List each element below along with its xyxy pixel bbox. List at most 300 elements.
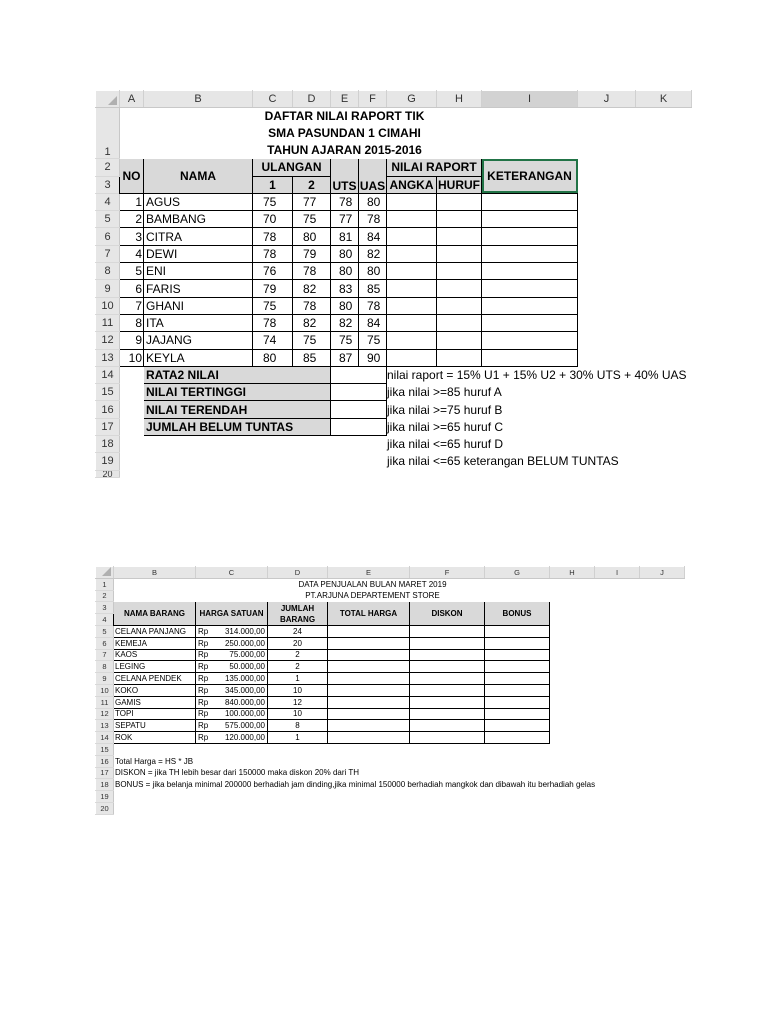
cell-bonus[interactable] [485, 732, 550, 744]
cell-huruf[interactable] [437, 349, 482, 366]
cell-empty[interactable] [550, 708, 595, 720]
row-header[interactable]: 10 [96, 684, 114, 696]
cell-no[interactable]: 1 [120, 193, 144, 210]
sheet-title[interactable]: DAFTAR NILAI RAPORT TIK [264, 109, 425, 124]
sheet-title[interactable]: DATA PENJUALAN BULAN MARET 2019 [298, 579, 447, 589]
header-diskon[interactable]: DISKON [410, 602, 485, 626]
row-header[interactable]: 12 [96, 332, 120, 349]
cell-nama[interactable]: ITA [144, 314, 253, 331]
row-header[interactable]: 11 [96, 696, 114, 708]
cell-ulangan-2[interactable]: 78 [293, 297, 331, 314]
cell-empty[interactable] [640, 732, 685, 744]
cell-empty[interactable] [640, 696, 685, 708]
cell-nama-barang[interactable]: ROK [114, 732, 196, 744]
cell-diskon[interactable] [410, 637, 485, 649]
row-header[interactable]: 7 [96, 245, 120, 262]
cell-total-harga[interactable] [328, 684, 410, 696]
header-ulangan-2[interactable]: 2 [293, 176, 331, 193]
cell-empty[interactable] [640, 637, 685, 649]
cell-no[interactable]: 9 [120, 332, 144, 349]
cell-empty[interactable] [636, 263, 692, 280]
cell-nama[interactable]: JAJANG [144, 332, 253, 349]
cell-empty[interactable] [595, 696, 640, 708]
row-header[interactable]: 11 [96, 314, 120, 331]
summary-value[interactable] [331, 366, 387, 383]
row-header[interactable]: 7 [96, 649, 114, 661]
cell-empty[interactable] [331, 453, 387, 470]
cell-empty[interactable] [120, 366, 144, 383]
cell-total-harga[interactable] [328, 720, 410, 732]
cell-uas[interactable]: 82 [359, 245, 387, 262]
cell-empty[interactable] [578, 349, 636, 366]
cell-nama-barang[interactable]: CELANA PANJANG [114, 625, 196, 637]
cell-total-harga[interactable] [328, 661, 410, 673]
cell-empty[interactable] [595, 684, 640, 696]
cell-harga-satuan[interactable] [196, 732, 268, 744]
cell-empty[interactable] [120, 418, 144, 435]
cell-no[interactable]: 8 [120, 314, 144, 331]
cell-empty[interactable] [578, 263, 636, 280]
cell-nama[interactable]: KEYLA [144, 349, 253, 366]
cell-nama[interactable]: BAMBANG [144, 211, 253, 228]
row-header[interactable]: 4 [96, 193, 120, 210]
cell-keterangan[interactable] [482, 297, 578, 314]
cell-huruf[interactable] [437, 332, 482, 349]
cell-diskon[interactable] [410, 720, 485, 732]
cell-keterangan[interactable] [482, 314, 578, 331]
cell-bonus[interactable] [485, 625, 550, 637]
row-header[interactable]: 14 [96, 366, 120, 383]
cell-keterangan[interactable] [482, 349, 578, 366]
cell-empty[interactable] [595, 732, 640, 744]
cell-empty[interactable] [120, 436, 144, 453]
cell-empty[interactable] [595, 720, 640, 732]
cell-angka[interactable] [387, 193, 437, 210]
row-header-2[interactable]: 2 [96, 590, 114, 602]
cell-empty[interactable] [640, 708, 685, 720]
col-header-d[interactable]: D [293, 91, 331, 108]
cell-ulangan-2[interactable]: 75 [293, 211, 331, 228]
cell-uts[interactable]: 78 [331, 193, 359, 210]
cell-keterangan[interactable] [482, 332, 578, 349]
cell-empty[interactable] [578, 314, 636, 331]
cell-bonus[interactable] [485, 661, 550, 673]
cell-empty[interactable] [595, 708, 640, 720]
row-header[interactable]: 5 [96, 625, 114, 637]
cell-ulangan-2[interactable]: 80 [293, 228, 331, 245]
cell-empty[interactable] [640, 673, 685, 685]
cell-jumlah[interactable]: 8 [268, 720, 328, 732]
cell-diskon[interactable] [410, 696, 485, 708]
cell-empty[interactable] [550, 661, 595, 673]
cell-keterangan[interactable] [482, 263, 578, 280]
cell-total-harga[interactable] [328, 625, 410, 637]
header-uas[interactable]: UAS [359, 159, 387, 194]
col-header-c[interactable]: C [253, 91, 293, 108]
cell-ulangan-1[interactable]: 76 [253, 263, 293, 280]
cell-uas[interactable]: 84 [359, 228, 387, 245]
cell-empty[interactable] [595, 673, 640, 685]
row-header[interactable]: 8 [96, 263, 120, 280]
cell-empty[interactable] [636, 349, 692, 366]
cell-empty[interactable] [114, 791, 685, 803]
cell-nama-barang[interactable]: GAMIS [114, 696, 196, 708]
summary-label[interactable]: JUMLAH BELUM TUNTAS [144, 418, 331, 435]
header-bonus[interactable]: BONUS [485, 602, 550, 626]
cell-empty[interactable] [578, 228, 636, 245]
cell-huruf[interactable] [437, 263, 482, 280]
cell-empty[interactable] [550, 625, 595, 637]
cell-diskon[interactable] [410, 684, 485, 696]
col-header-e[interactable]: E [328, 567, 410, 579]
header-harga-satuan[interactable]: HARGA SATUAN [196, 602, 268, 626]
school-name[interactable]: SMA PASUNDAN 1 CIMAHI [268, 126, 421, 141]
col-header-d[interactable]: D [268, 567, 328, 579]
cell-no[interactable]: 7 [120, 297, 144, 314]
cell-empty[interactable] [120, 384, 144, 401]
row-header[interactable]: 18 [96, 779, 114, 791]
header-ulangan[interactable]: ULANGAN [253, 159, 331, 176]
cell-uts[interactable]: 80 [331, 245, 359, 262]
cell-nama-barang[interactable]: KAOS [114, 649, 196, 661]
row-header[interactable]: 9 [96, 280, 120, 297]
cell-nama[interactable]: GHANI [144, 297, 253, 314]
cell-nama-barang[interactable]: TOPI [114, 708, 196, 720]
cell-keterangan[interactable] [482, 211, 578, 228]
cell-huruf[interactable] [437, 314, 482, 331]
cell-empty[interactable] [640, 625, 685, 637]
cell-nama[interactable]: DEWI [144, 245, 253, 262]
cell-ulangan-1[interactable]: 78 [253, 245, 293, 262]
cell-bonus[interactable] [485, 696, 550, 708]
cell-angka[interactable] [387, 245, 437, 262]
cell-nama[interactable]: CITRA [144, 228, 253, 245]
cell-ulangan-2[interactable]: 79 [293, 245, 331, 262]
cell-empty[interactable] [550, 637, 595, 649]
cell-empty[interactable] [595, 637, 640, 649]
cell-no[interactable]: 2 [120, 211, 144, 228]
cell-uas[interactable]: 85 [359, 280, 387, 297]
cell-empty[interactable] [331, 470, 387, 477]
cell-nama-barang[interactable]: KOKO [114, 684, 196, 696]
header-nilai-raport[interactable]: NILAI RAPORT [387, 159, 482, 176]
header-total-harga[interactable]: TOTAL HARGA [328, 602, 410, 626]
cell-angka[interactable] [387, 211, 437, 228]
cell-total-harga[interactable] [328, 732, 410, 744]
cell-jumlah[interactable]: 10 [268, 684, 328, 696]
cell-jumlah[interactable]: 24 [268, 625, 328, 637]
cell-ulangan-1[interactable]: 70 [253, 211, 293, 228]
cell-empty[interactable] [595, 625, 640, 637]
row-header-1[interactable]: 1 [96, 578, 114, 590]
cell-ulangan-2[interactable]: 82 [293, 314, 331, 331]
cell-diskon[interactable] [410, 625, 485, 637]
cell-jumlah[interactable]: 1 [268, 673, 328, 685]
row-header[interactable]: 17 [96, 418, 120, 435]
cell-uas[interactable]: 78 [359, 297, 387, 314]
cell-ulangan-2[interactable]: 78 [293, 263, 331, 280]
cell-empty[interactable] [550, 684, 595, 696]
row-header[interactable]: 17 [96, 767, 114, 779]
summary-value[interactable] [331, 418, 387, 435]
cell-bonus[interactable] [485, 708, 550, 720]
cell-uas[interactable]: 84 [359, 314, 387, 331]
row-header[interactable]: 19 [96, 791, 114, 803]
cell-empty[interactable] [636, 332, 692, 349]
cell-diskon[interactable] [410, 661, 485, 673]
col-header-k[interactable]: K [636, 91, 692, 108]
cell-uts[interactable]: 83 [331, 280, 359, 297]
cell-nama-barang[interactable]: LEGING [114, 661, 196, 673]
cell-no[interactable]: 10 [120, 349, 144, 366]
cell-empty[interactable] [144, 470, 331, 477]
cell-empty[interactable] [550, 732, 595, 744]
cell-harga-satuan[interactable] [196, 637, 268, 649]
cell-uts[interactable]: 81 [331, 228, 359, 245]
cell-uas[interactable]: 90 [359, 349, 387, 366]
cell-ulangan-2[interactable]: 82 [293, 280, 331, 297]
row-header[interactable]: 19 [96, 453, 120, 470]
cell-ulangan-1[interactable]: 78 [253, 228, 293, 245]
header-angka[interactable]: ANGKA [387, 176, 437, 193]
cell-nama[interactable]: ENI [144, 263, 253, 280]
cell-uts[interactable]: 75 [331, 332, 359, 349]
cell-keterangan[interactable] [482, 228, 578, 245]
header-barang[interactable]: BARANG [268, 614, 328, 626]
cell-uas[interactable]: 80 [359, 193, 387, 210]
cell-diskon[interactable] [410, 649, 485, 661]
cell-nama[interactable]: FARIS [144, 280, 253, 297]
row-header[interactable]: 6 [96, 228, 120, 245]
cell-empty[interactable] [120, 401, 144, 418]
cell-empty[interactable] [595, 661, 640, 673]
cell-jumlah[interactable]: 10 [268, 708, 328, 720]
select-all-corner[interactable] [96, 91, 120, 108]
cell-ulangan-1[interactable]: 78 [253, 314, 293, 331]
cell-angka[interactable] [387, 332, 437, 349]
cell-keterangan[interactable] [482, 280, 578, 297]
select-all-corner[interactable] [96, 567, 114, 579]
academic-year[interactable]: TAHUN AJARAN 2015-2016 [267, 143, 422, 158]
summary-label[interactable]: NILAI TERENDAH [144, 401, 331, 418]
summary-value[interactable] [331, 384, 387, 401]
header-no[interactable]: NO [120, 159, 144, 194]
cell-empty[interactable] [640, 684, 685, 696]
cell-diskon[interactable] [410, 732, 485, 744]
cell-ulangan-1[interactable]: 79 [253, 280, 293, 297]
cell-total-harga[interactable] [328, 637, 410, 649]
cell-empty[interactable] [114, 802, 685, 814]
cell-empty[interactable] [595, 649, 640, 661]
cell-harga-satuan[interactable] [196, 661, 268, 673]
cell-ulangan-2[interactable]: 75 [293, 332, 331, 349]
cell-ulangan-2[interactable]: 85 [293, 349, 331, 366]
cell-nama-barang[interactable]: KEMEJA [114, 637, 196, 649]
cell-empty[interactable] [640, 649, 685, 661]
cell-empty[interactable] [550, 696, 595, 708]
cell-no[interactable]: 6 [120, 280, 144, 297]
row-header-3[interactable]: 3 [96, 602, 114, 614]
cell-uts[interactable]: 80 [331, 263, 359, 280]
cell-empty[interactable] [640, 720, 685, 732]
cell-empty[interactable] [636, 211, 692, 228]
header-keterangan[interactable]: KETERANGAN [482, 159, 578, 194]
cell-huruf[interactable] [437, 245, 482, 262]
row-header[interactable]: 15 [96, 384, 120, 401]
cell-total-harga[interactable] [328, 649, 410, 661]
cell-total-harga[interactable] [328, 696, 410, 708]
row-header-4[interactable]: 4 [96, 614, 114, 626]
cell-jumlah[interactable]: 12 [268, 696, 328, 708]
cell-huruf[interactable] [437, 297, 482, 314]
col-header-h[interactable]: H [550, 567, 595, 579]
row-header[interactable]: 10 [96, 297, 120, 314]
row-header[interactable]: 20 [96, 802, 114, 814]
row-header-3[interactable]: 3 [96, 176, 120, 193]
col-header-g[interactable]: G [387, 91, 437, 108]
col-header-h[interactable]: H [437, 91, 482, 108]
cell-keterangan[interactable] [482, 245, 578, 262]
cell-empty[interactable] [144, 453, 331, 470]
cell-empty[interactable] [387, 470, 692, 477]
col-header-f[interactable]: F [359, 91, 387, 108]
cell-angka[interactable] [387, 297, 437, 314]
cell-uts[interactable]: 80 [331, 297, 359, 314]
cell-jumlah[interactable]: 20 [268, 637, 328, 649]
cell-empty[interactable] [114, 743, 685, 755]
header-nama-barang[interactable]: NAMA BARANG [114, 602, 196, 626]
cell-harga-satuan[interactable] [196, 649, 268, 661]
cell-uas[interactable]: 75 [359, 332, 387, 349]
row-header[interactable]: 9 [96, 673, 114, 685]
cell-empty[interactable] [550, 720, 595, 732]
row-header[interactable]: 13 [96, 720, 114, 732]
cell-empty[interactable] [120, 470, 144, 477]
cell-empty[interactable] [640, 661, 685, 673]
row-header[interactable]: 16 [96, 401, 120, 418]
cell-angka[interactable] [387, 314, 437, 331]
cell-no[interactable]: 5 [120, 263, 144, 280]
row-header-2[interactable]: 2 [96, 159, 120, 176]
col-header-g[interactable]: G [485, 567, 550, 579]
cell-empty[interactable] [120, 453, 144, 470]
cell-total-harga[interactable] [328, 708, 410, 720]
header-ulangan-1[interactable]: 1 [253, 176, 293, 193]
cell-empty[interactable] [550, 649, 595, 661]
cell-ulangan-1[interactable]: 75 [253, 297, 293, 314]
col-header-a[interactable]: A [120, 91, 144, 108]
cell-harga-satuan[interactable] [196, 684, 268, 696]
cell-diskon[interactable] [410, 673, 485, 685]
cell-empty[interactable] [144, 436, 331, 453]
cell-empty[interactable] [578, 297, 636, 314]
cell-angka[interactable] [387, 263, 437, 280]
cell-uts[interactable]: 77 [331, 211, 359, 228]
cell-harga-satuan[interactable] [196, 720, 268, 732]
cell-no[interactable]: 4 [120, 245, 144, 262]
cell-bonus[interactable] [485, 649, 550, 661]
col-header-f[interactable]: F [410, 567, 485, 579]
cell-bonus[interactable] [485, 673, 550, 685]
cell-empty[interactable] [550, 673, 595, 685]
cell-nama-barang[interactable]: SEPATU [114, 720, 196, 732]
summary-label[interactable]: NILAI TERTINGGI [144, 384, 331, 401]
col-header-i[interactable]: I [595, 567, 640, 579]
cell-jumlah[interactable]: 2 [268, 649, 328, 661]
cell-keterangan[interactable] [482, 193, 578, 210]
row-header-1[interactable]: 1 [96, 108, 120, 159]
col-header-b[interactable]: B [144, 91, 253, 108]
cell-ulangan-1[interactable]: 74 [253, 332, 293, 349]
cell-total-harga[interactable] [328, 673, 410, 685]
header-nama[interactable]: NAMA [144, 159, 253, 194]
col-header-b[interactable]: B [114, 567, 196, 579]
cell-jumlah[interactable]: 1 [268, 732, 328, 744]
cell-empty[interactable] [578, 332, 636, 349]
row-header[interactable]: 5 [96, 211, 120, 228]
cell-angka[interactable] [387, 349, 437, 366]
row-header[interactable]: 20 [96, 470, 120, 477]
cell-no[interactable]: 3 [120, 228, 144, 245]
cell-huruf[interactable] [437, 280, 482, 297]
cell-uts[interactable]: 87 [331, 349, 359, 366]
cell-huruf[interactable] [437, 228, 482, 245]
row-header[interactable]: 14 [96, 732, 114, 744]
header-jumlah[interactable]: JUMLAH [268, 602, 328, 614]
col-header-j[interactable]: J [640, 567, 685, 579]
row-header[interactable]: 18 [96, 436, 120, 453]
cell-ulangan-1[interactable]: 75 [253, 193, 293, 210]
summary-value[interactable] [331, 401, 387, 418]
store-name[interactable]: PT.ARJUNA DEPARTEMENT STORE [305, 591, 440, 601]
cell-harga-satuan[interactable] [196, 696, 268, 708]
row-header[interactable]: 15 [96, 743, 114, 755]
row-header[interactable]: 8 [96, 661, 114, 673]
cell-empty[interactable] [636, 228, 692, 245]
cell-bonus[interactable] [485, 684, 550, 696]
row-header[interactable]: 12 [96, 708, 114, 720]
col-header-i[interactable]: I [482, 91, 578, 108]
header-uts[interactable]: UTS [331, 159, 359, 194]
cell-empty[interactable] [636, 245, 692, 262]
col-header-c[interactable]: C [196, 567, 268, 579]
cell-uas[interactable]: 80 [359, 263, 387, 280]
cell-uts[interactable]: 82 [331, 314, 359, 331]
row-header[interactable]: 6 [96, 637, 114, 649]
cell-empty[interactable] [331, 436, 387, 453]
cell-nama[interactable]: AGUS [144, 193, 253, 210]
cell-harga-satuan[interactable] [196, 673, 268, 685]
col-header-j[interactable]: J [578, 91, 636, 108]
header-huruf[interactable]: HURUF [438, 177, 480, 192]
summary-label[interactable]: RATA2 NILAI [144, 366, 331, 383]
cell-empty[interactable] [636, 314, 692, 331]
cell-nama-barang[interactable]: CELANA PENDEK [114, 673, 196, 685]
row-header[interactable]: 16 [96, 755, 114, 767]
cell-empty[interactable] [636, 297, 692, 314]
cell-harga-satuan[interactable] [196, 625, 268, 637]
cell-huruf[interactable] [437, 193, 482, 210]
cell-jumlah[interactable]: 2 [268, 661, 328, 673]
row-header[interactable]: 13 [96, 349, 120, 366]
cell-ulangan-1[interactable]: 80 [253, 349, 293, 366]
cell-huruf[interactable] [437, 211, 482, 228]
cell-angka[interactable] [387, 280, 437, 297]
cell-bonus[interactable] [485, 720, 550, 732]
cell-empty[interactable] [578, 245, 636, 262]
col-header-e[interactable]: E [331, 91, 359, 108]
cell-empty[interactable] [578, 211, 636, 228]
